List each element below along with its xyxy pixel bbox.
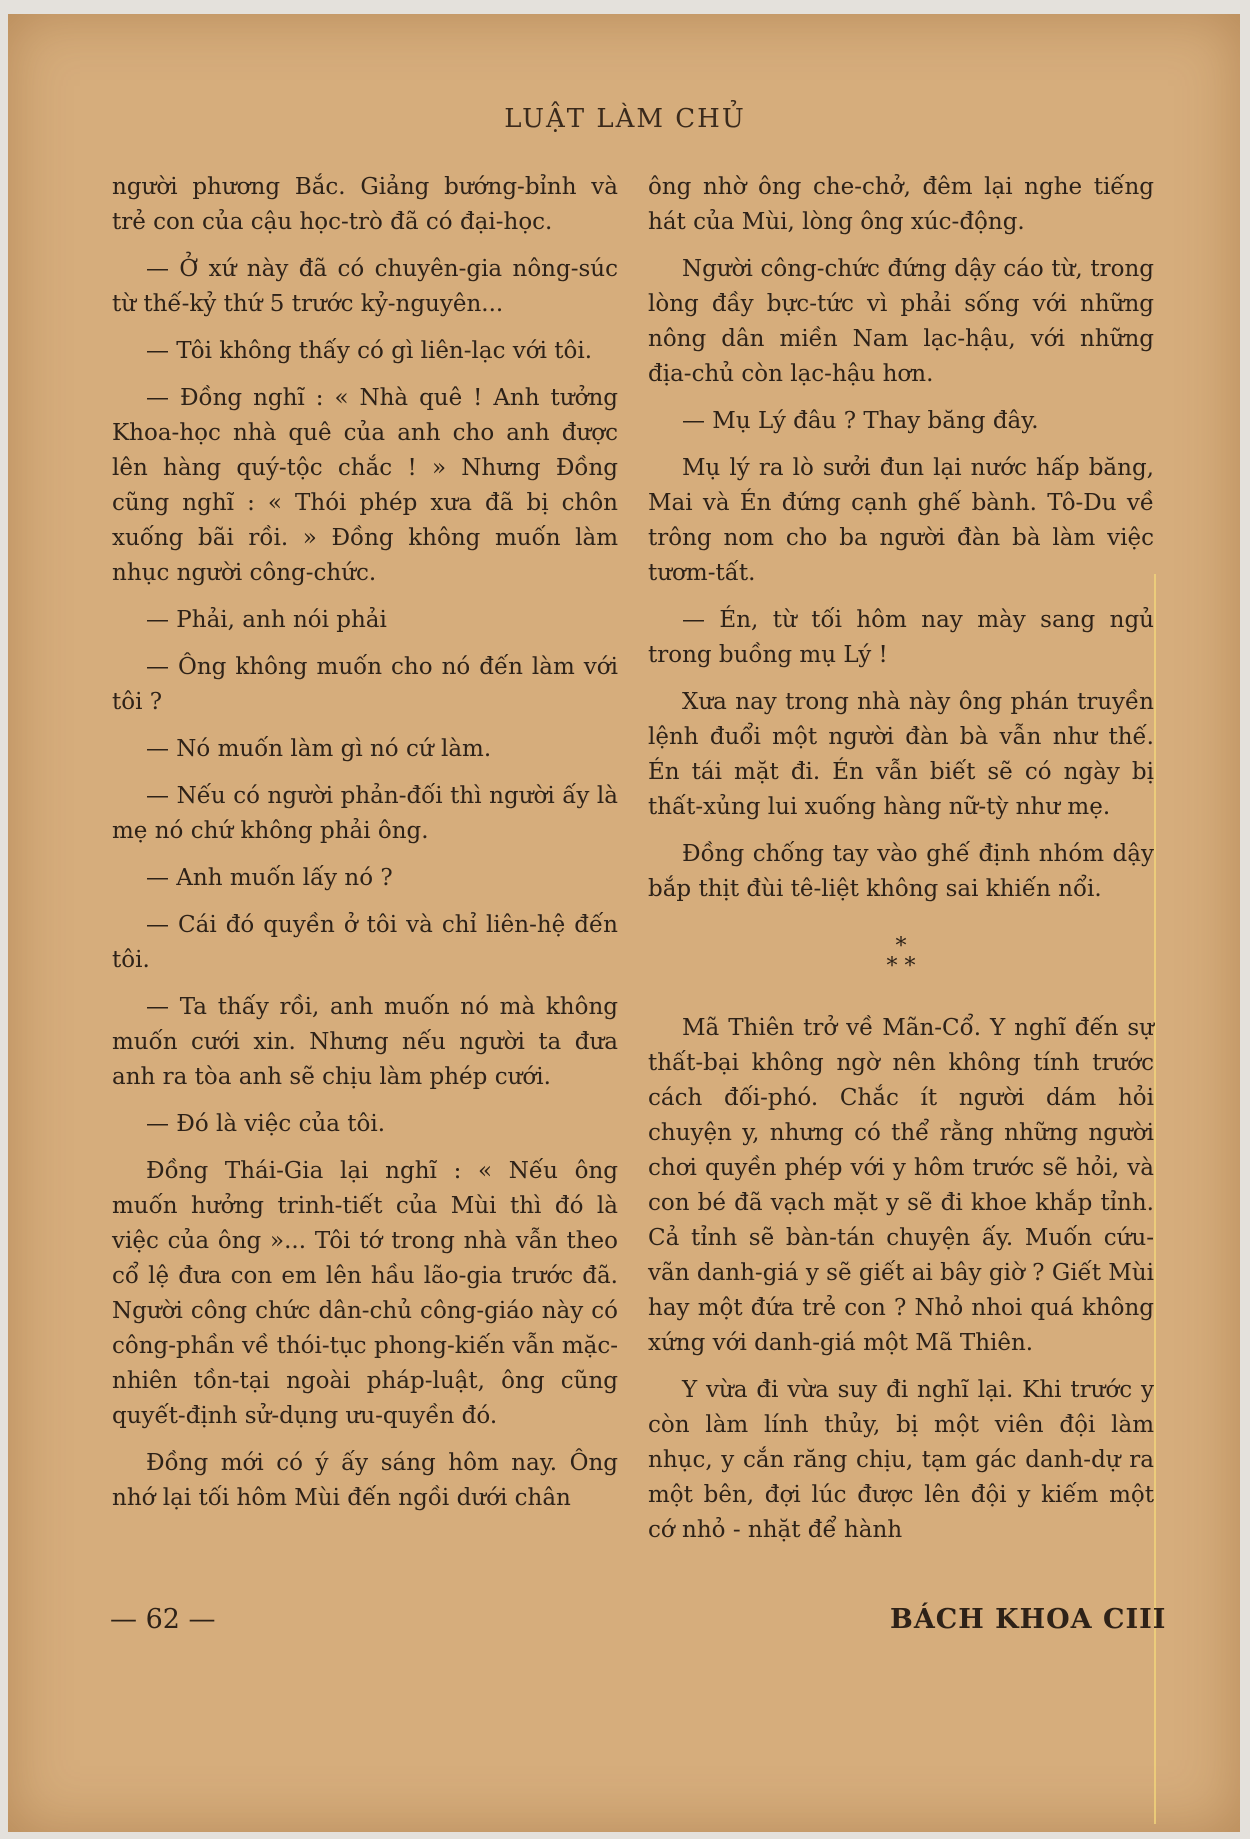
paragraph: — Tôi không thấy có gì liên-lạc với tôi. (146, 338, 593, 364)
paragraph: — Mụ Lý đâu ? Thay băng đây. (682, 408, 1039, 434)
paragraph: người phương Bắc. Giảng bướng-bỉnh và trẻ con của cậu học-trò đã có đại-học. (112, 174, 618, 235)
page-number: — 62 — (110, 1604, 216, 1635)
page-fold-line (1154, 574, 1156, 1824)
paragraph: — Ta thấy rồi, anh muốn nó mà không muốn cưới xin. Nhưng nếu người ta đưa anh ra tòa anh sẽ chịu làm phép cưới. (112, 994, 618, 1090)
paragraph: — Ông không muốn cho nó đến làm với tôi ? (112, 654, 618, 715)
paragraph: — Anh muốn lấy nó ? (146, 865, 393, 891)
left-column (112, 170, 618, 1528)
paragraph: Y vừa đi vừa suy đi nghĩ lại. Khi trước y còn làm lính thủy, bị một viên đội làm nhục, y cắn răng chịu, tạm gác danh-dự ra một bên, đợi lúc được lên đội y kiếm một cớ nhỏ - nhặt để hành (648, 1377, 1154, 1543)
paragraph: Đồng mới có ý ấy sáng hôm nay. Ông nhớ lại tối hôm Mùi đến ngồi dưới chân (112, 1450, 618, 1511)
paragraph: — Đồng nghĩ : « Nhà quê ! Anh tưởng Khoa-học nhà quê của anh cho anh được lên hàng quý-tộc chắc ! » Nhưng Đồng cũng nghĩ : « Thói phép xưa đã bị chôn xuống bãi rồi. » Đồng không muốn làm nhục người công-chức. (112, 385, 618, 586)
publication-name: BÁCH KHOA CIII (890, 1604, 1167, 1635)
paragraph: Mụ lý ra lò sưởi đun lại nước hấp băng, Mai và Én đứng cạnh ghế bành. Tô-Du về trông nom cho ba người đàn bà làm việc tươm-tất. (648, 455, 1154, 586)
paragraph: — Nó muốn làm gì nó cứ làm. (146, 736, 492, 762)
right-column (648, 170, 1154, 1560)
paragraph: Đồng Thái-Gia lại nghĩ : « Nếu ông muốn hưởng trinh-tiết của Mùi thì đó là việc của ông »... Tôi tớ trong nhà vẫn theo cổ lệ đưa con em lên hầu lão-gia trước đã. Người công chức dân-chủ công-giáo này có công-phần về thói-tục phong-kiến vẫn mặc-nhiên tồn-tại ngoài pháp-luật, ông cũng quyết-định sử-dụng ưu-quyền đó. (112, 1158, 618, 1429)
paragraph: ông nhờ ông che-chở, đêm lại nghe tiếng hát của Mùi, lòng ông xúc-động. (648, 174, 1154, 235)
paragraph: — Cái đó quyền ở tôi và chỉ liên-hệ đến tôi. (112, 912, 618, 973)
paragraph: Người công-chức đứng dậy cáo từ, trong lòng đầy bực-tức vì phải sống với những nông dân miền Nam lạc-hậu, với những địa-chủ còn lạc-hậu hơn. (648, 256, 1154, 387)
paragraph: Đồng chống tay vào ghế định nhóm dậy bắp thịt đùi tê-liệt không sai khiến nổi. (648, 841, 1154, 902)
paragraph: — Phải, anh nói phải (146, 607, 387, 633)
paragraph: Xưa nay trong nhà này ông phán truyền lệnh đuổi một người đàn bà vẫn như thế. Én tái mặt đi. Én vẫn biết sẽ có ngày bị thất-xủng lui xuống hàng nữ-tỳ như mẹ. (648, 689, 1154, 820)
section-break (648, 934, 1154, 979)
paragraph: Mã Thiên trở về Mãn-Cổ. Y nghĩ đến sự thất-bại không ngờ nên không tính trước cách đối-phó. Chắc ít người dám hỏi chuyện y, nhưng có thể rằng những người chơi quyền phép với y hôm trước sẽ hỏi, và con bé đã vạch mặt y sẽ đi khoe khắp tỉnh. Cả tỉnh sẽ bàn-tán chuyện ấy. Muốn cứu-vãn danh-giá y sẽ giết ai bây giờ ? Giết Mùi hay một đứa trẻ con ? Nhỏ nhoi quá không xứng với danh-giá một Mã Thiên. (648, 1015, 1154, 1356)
paragraph: — Én, từ tối hôm nay mày sang ngủ trong buồng mụ Lý ! (648, 607, 1154, 668)
section-break-top: * (895, 934, 907, 959)
running-title: LUẬT LÀM CHỦ (504, 104, 746, 134)
paragraph: — Nếu có người phản-đối thì người ấy là mẹ nó chứ không phải ông. (112, 783, 618, 844)
paragraph: — Đó là việc của tôi. (146, 1111, 386, 1137)
section-break-bottom: * * (886, 954, 916, 979)
paragraph: — Ở xứ này đã có chuyên-gia nông-súc từ thế-kỷ thứ 5 trước kỷ-nguyên... (112, 256, 618, 317)
